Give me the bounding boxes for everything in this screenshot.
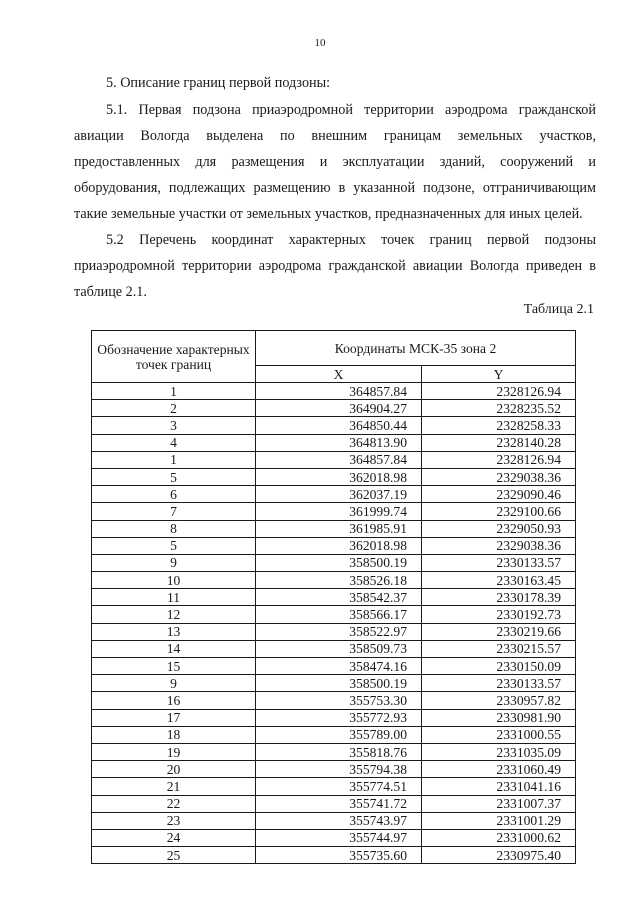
point-cell: 12 <box>92 606 256 623</box>
header-coordinates: Координаты МСК-35 зона 2 <box>256 331 576 366</box>
header-point-designation: Обозначение характерных точек границ <box>92 331 256 383</box>
y-coordinate-cell: 2328140.28 <box>422 434 576 451</box>
table-row <box>92 503 576 520</box>
point-cell: 5 <box>92 537 256 554</box>
x-coordinate-cell: 358500.19 <box>256 554 422 571</box>
table-row <box>92 640 576 657</box>
x-coordinate-cell: 364813.90 <box>256 434 422 451</box>
x-coordinate-cell: 355741.72 <box>256 795 422 812</box>
y-coordinate-cell: 2330163.45 <box>422 572 576 589</box>
point-cell: 11 <box>92 589 256 606</box>
point-cell: 1 <box>92 383 256 400</box>
point-cell: 22 <box>92 795 256 812</box>
table-row <box>92 726 576 743</box>
point-cell: 18 <box>92 726 256 743</box>
x-coordinate-cell: 362037.19 <box>256 486 422 503</box>
y-coordinate-cell: 2330957.82 <box>422 692 576 709</box>
y-coordinate-cell: 2331007.37 <box>422 795 576 812</box>
point-cell: 10 <box>92 572 256 589</box>
y-coordinate-cell: 2331060.49 <box>422 761 576 778</box>
point-cell: 7 <box>92 503 256 520</box>
table-row <box>92 537 576 554</box>
y-coordinate-cell: 2331035.09 <box>422 743 576 760</box>
table-row <box>92 829 576 846</box>
x-coordinate-cell: 362018.98 <box>256 468 422 485</box>
table-row <box>92 795 576 812</box>
header-x: X <box>256 366 422 383</box>
x-coordinate-cell: 355744.97 <box>256 829 422 846</box>
table-row <box>92 486 576 503</box>
y-coordinate-cell: 2330219.66 <box>422 623 576 640</box>
x-coordinate-cell: 358542.37 <box>256 589 422 606</box>
point-cell: 4 <box>92 434 256 451</box>
x-coordinate-cell: 364857.84 <box>256 451 422 468</box>
x-coordinate-cell: 355772.93 <box>256 709 422 726</box>
table-row <box>92 658 576 675</box>
point-cell: 24 <box>92 829 256 846</box>
table-row <box>92 778 576 795</box>
coordinates-table <box>91 330 576 864</box>
point-cell: 3 <box>92 417 256 434</box>
x-coordinate-cell: 355794.38 <box>256 761 422 778</box>
y-coordinate-cell: 2329050.93 <box>422 520 576 537</box>
y-coordinate-cell: 2329038.36 <box>422 468 576 485</box>
y-coordinate-cell: 2330133.57 <box>422 554 576 571</box>
x-coordinate-cell: 355774.51 <box>256 778 422 795</box>
point-cell: 19 <box>92 743 256 760</box>
x-coordinate-cell: 364850.44 <box>256 417 422 434</box>
header-y: Y <box>422 366 576 383</box>
x-coordinate-cell: 364904.27 <box>256 400 422 417</box>
table-row <box>92 383 576 400</box>
table-row <box>92 675 576 692</box>
page-number: 10 <box>314 37 326 49</box>
y-coordinate-cell: 2330178.39 <box>422 589 576 606</box>
x-coordinate-cell: 355735.60 <box>256 847 422 864</box>
point-cell: 17 <box>92 709 256 726</box>
table-row <box>92 520 576 537</box>
table-row <box>92 451 576 468</box>
y-coordinate-cell: 2331000.55 <box>422 726 576 743</box>
x-coordinate-cell: 358509.73 <box>256 640 422 657</box>
table-caption: Таблица 2.1 <box>523 302 594 317</box>
point-cell: 2 <box>92 400 256 417</box>
table-row <box>92 572 576 589</box>
point-cell: 9 <box>92 675 256 692</box>
y-coordinate-cell: 2329100.66 <box>422 503 576 520</box>
point-cell: 16 <box>92 692 256 709</box>
table-row <box>92 812 576 829</box>
x-coordinate-cell: 358522.97 <box>256 623 422 640</box>
y-coordinate-cell: 2328126.94 <box>422 383 576 400</box>
point-cell: 21 <box>92 778 256 795</box>
y-coordinate-cell: 2329090.46 <box>422 486 576 503</box>
y-coordinate-cell: 2330215.57 <box>422 640 576 657</box>
table-row <box>92 400 576 417</box>
x-coordinate-cell: 362018.98 <box>256 537 422 554</box>
y-coordinate-cell: 2330133.57 <box>422 675 576 692</box>
point-cell: 13 <box>92 623 256 640</box>
paragraph-5-2: 5.2 Перечень координат характерных точек границ первой подзоны приаэродромной территории аэродрома гражданской авиации Вологда приведен в таблице 2.1. <box>74 232 596 300</box>
table-row <box>92 761 576 778</box>
point-cell: 23 <box>92 812 256 829</box>
x-coordinate-cell: 355743.97 <box>256 812 422 829</box>
y-coordinate-cell: 2331001.29 <box>422 812 576 829</box>
paragraph-5-1: 5.1. Первая подзона приаэродромной территории аэродрома гражданской авиации Вологда выделена по внешним границам земельных участков, предоставленных для размещения и эксплуатации зданий, сооружений и оборудования, подлежащих размещению в указанной подзоне, отграничивающим такие земельные участки от земельных участков, предназначенных для иных целей. <box>74 102 596 222</box>
point-cell: 8 <box>92 520 256 537</box>
table-row <box>92 606 576 623</box>
y-coordinate-cell: 2328235.52 <box>422 400 576 417</box>
y-coordinate-cell: 2330975.40 <box>422 847 576 864</box>
y-coordinate-cell: 2329038.36 <box>422 537 576 554</box>
y-coordinate-cell: 2331041.16 <box>422 778 576 795</box>
point-cell: 14 <box>92 640 256 657</box>
x-coordinate-cell: 355818.76 <box>256 743 422 760</box>
point-cell: 20 <box>92 761 256 778</box>
x-coordinate-cell: 361985.91 <box>256 520 422 537</box>
x-coordinate-cell: 358500.19 <box>256 675 422 692</box>
point-cell: 6 <box>92 486 256 503</box>
point-cell: 9 <box>92 554 256 571</box>
table-row <box>92 554 576 571</box>
x-coordinate-cell: 364857.84 <box>256 383 422 400</box>
table-row <box>92 417 576 434</box>
y-coordinate-cell: 2330981.90 <box>422 709 576 726</box>
x-coordinate-cell: 361999.74 <box>256 503 422 520</box>
point-cell: 1 <box>92 451 256 468</box>
x-coordinate-cell: 358566.17 <box>256 606 422 623</box>
point-cell: 15 <box>92 658 256 675</box>
table-row <box>92 692 576 709</box>
section-heading: 5. Описание границ первой подзоны: <box>106 75 331 91</box>
point-cell: 5 <box>92 468 256 485</box>
x-coordinate-cell: 355789.00 <box>256 726 422 743</box>
y-coordinate-cell: 2330192.73 <box>422 606 576 623</box>
table-row <box>92 589 576 606</box>
point-cell: 25 <box>92 847 256 864</box>
table-row <box>92 623 576 640</box>
table-row <box>92 709 576 726</box>
table-row <box>92 847 576 864</box>
table-row <box>92 468 576 485</box>
y-coordinate-cell: 2328126.94 <box>422 451 576 468</box>
y-coordinate-cell: 2330150.09 <box>422 658 576 675</box>
x-coordinate-cell: 358474.16 <box>256 658 422 675</box>
table-body <box>92 383 576 864</box>
x-coordinate-cell: 355753.30 <box>256 692 422 709</box>
x-coordinate-cell: 358526.18 <box>256 572 422 589</box>
y-coordinate-cell: 2331000.62 <box>422 829 576 846</box>
table-row <box>92 743 576 760</box>
table-row <box>92 434 576 451</box>
y-coordinate-cell: 2328258.33 <box>422 417 576 434</box>
